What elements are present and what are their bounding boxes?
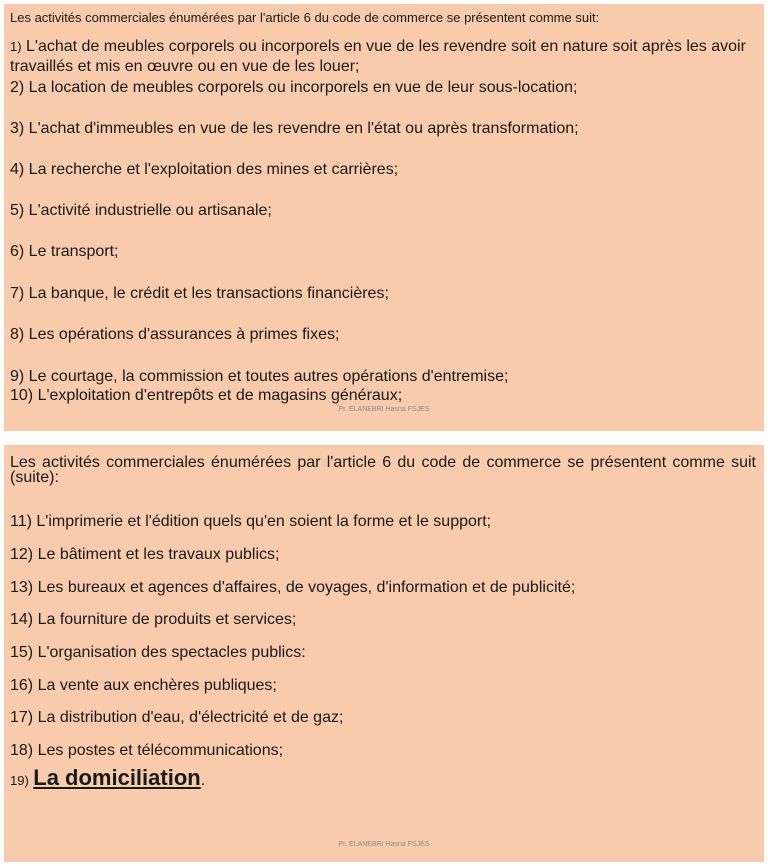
list-item xyxy=(10,37,754,77)
slide-1-intro: Les activités commerciales énumérées par l'article 6 du code de commerce se présentent comme suit: xyxy=(10,10,600,25)
slide-1 xyxy=(4,4,764,431)
slide-footer: Pr. ELANEBRI Hasna FSJES xyxy=(338,841,430,848)
list-item xyxy=(10,765,205,791)
list-item: 7) La banque, le crédit et les transactions financières; xyxy=(10,285,389,302)
list-item: 3) L'achat d'immeubles en vue de les revendre en l'état ou après transformation; xyxy=(10,120,579,137)
list-item: 14) La fourniture de produits et services; xyxy=(10,611,297,628)
slide-2 xyxy=(4,445,764,862)
list-item: 2) La location de meubles corporels ou incorporels en vue de leur sous-location; xyxy=(10,79,578,96)
list-item: 4) La recherche et l'exploitation des mines et carrières; xyxy=(10,161,399,178)
slide-footer: Pr. ELANEBRI Hasna FSJES xyxy=(338,406,430,413)
slide-2-intro: Les activités commerciales énumérées par l'article 6 du code de commerce se présentent comme suit (suite): xyxy=(10,454,756,486)
list-item: 13) Les bureaux et agences d'affaires, de voyages, d'information et de publicité; xyxy=(10,579,576,596)
list-item: 5) L'activité industrielle ou artisanale; xyxy=(10,202,272,219)
list-item: 8) Les opérations d'assurances à primes fixes; xyxy=(10,326,340,343)
list-item: 16) La vente aux enchères publiques; xyxy=(10,677,277,694)
list-item-number: 1) xyxy=(10,39,22,54)
list-item: 12) Le bâtiment et les travaux publics; xyxy=(10,546,280,563)
list-item: 9) Le courtage, la commission et toutes autres opérations d'entremise; xyxy=(10,368,509,385)
list-item-end: . xyxy=(200,772,206,789)
list-item: 6) Le transport; xyxy=(10,243,119,260)
list-item-text: La domiciliation xyxy=(33,765,201,790)
list-item: 11) L'imprimerie et l'édition quels qu'en soient la forme et le support; xyxy=(10,513,492,530)
list-item: 18) Les postes et télécommunications; xyxy=(10,742,284,759)
list-item: 10) L'exploitation d'entrepôts et de magasins généraux; xyxy=(10,387,403,404)
list-item-number: 19) xyxy=(10,773,29,788)
list-item: 15) L'organisation des spectacles publics: xyxy=(10,644,306,661)
list-item-text: L'achat de meubles corporels ou incorporels en vue de les revendre soit en nature soit après les avoir travaillés et mis en œuvre ou en vue de les louer; xyxy=(10,38,746,75)
list-item: 17) La distribution d'eau, d'électricité et de gaz; xyxy=(10,709,344,726)
